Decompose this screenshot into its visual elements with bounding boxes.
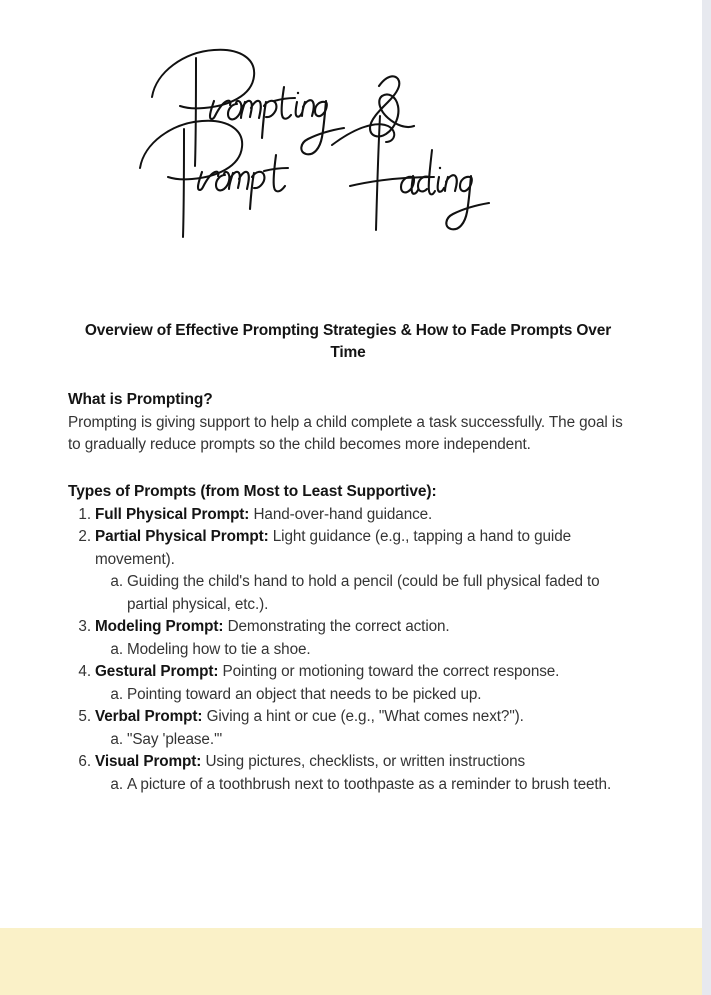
- list-marker: [105, 571, 123, 593]
- section-types-of-prompts: [68, 481, 628, 796]
- list-item: [95, 774, 628, 796]
- page-backdrop-strip: [702, 0, 711, 995]
- list-marker: [68, 504, 91, 526]
- prompt-types-list: [68, 504, 628, 796]
- list-item: [68, 616, 628, 661]
- list-item: [95, 571, 628, 616]
- prompt-term: Modeling Prompt:: [95, 618, 224, 636]
- document-subtitle: Overview of Effective Prompting Strategies & How to Fade Prompts Over Time: [84, 322, 612, 362]
- prompt-term: Visual Prompt:: [95, 753, 202, 771]
- list-item: [95, 684, 628, 706]
- list-marker: [68, 526, 91, 548]
- list-item: [95, 639, 628, 661]
- prompt-examples-list: [95, 774, 628, 796]
- prompt-description: Giving a hint or cue (e.g., "What comes next?").: [206, 708, 524, 726]
- prompt-example: A picture of a toothbrush next to toothpaste as a reminder to brush teeth.: [127, 775, 612, 793]
- prompt-example: Pointing toward an object that needs to be picked up.: [127, 685, 482, 703]
- section-what-is-prompting: [68, 389, 628, 457]
- prompt-term: Gestural Prompt:: [95, 663, 219, 681]
- list-marker: [105, 729, 123, 751]
- script-title-logo: [0, 44, 702, 259]
- prompt-examples-list: [95, 729, 628, 751]
- list-marker: [105, 774, 123, 796]
- list-marker: [68, 661, 91, 683]
- prompt-description: Light guidance (e.g., tapping a hand to guide movement).: [95, 528, 572, 568]
- prompt-examples-list: [95, 571, 628, 616]
- section-heading: Types of Prompts (from Most to Least Supportive):: [68, 482, 437, 500]
- list-item: [68, 751, 628, 796]
- prompt-example: Guiding the child's hand to hold a pencil (could be full physical faded to partial physical, etc.).: [127, 573, 600, 613]
- list-item: [68, 706, 628, 751]
- section-heading: What is Prompting?: [68, 390, 213, 408]
- script-title-svg: [136, 44, 566, 249]
- document-content: [68, 320, 628, 796]
- prompt-example: "Say 'please.'": [127, 730, 223, 748]
- section-paragraph: Prompting is giving support to help a child complete a task successfully. The goal is to gradually reduce prompts so the child becomes more independent.: [68, 413, 623, 454]
- list-marker: [105, 684, 123, 706]
- bottom-accent-band: [0, 928, 702, 995]
- list-item: [68, 661, 628, 706]
- list-marker: [105, 639, 123, 661]
- prompt-term: Full Physical Prompt:: [95, 505, 250, 523]
- prompt-term: Partial Physical Prompt:: [95, 528, 269, 546]
- list-marker: [68, 616, 91, 638]
- prompt-description: Hand-over-hand guidance.: [253, 505, 433, 523]
- prompt-examples-list: [95, 639, 628, 661]
- list-marker: [68, 751, 91, 773]
- prompt-description: Demonstrating the correct action.: [227, 618, 450, 636]
- prompt-description: Pointing or motioning toward the correct response.: [222, 663, 560, 681]
- list-item: [95, 729, 628, 751]
- prompt-examples-list: [95, 684, 628, 706]
- list-item: [68, 504, 628, 526]
- prompt-example: Modeling how to tie a shoe.: [127, 640, 311, 658]
- prompt-term: Verbal Prompt:: [95, 708, 203, 726]
- list-marker: [68, 706, 91, 728]
- prompt-description: Using pictures, checklists, or written instructions: [205, 753, 526, 771]
- list-item: [68, 526, 628, 616]
